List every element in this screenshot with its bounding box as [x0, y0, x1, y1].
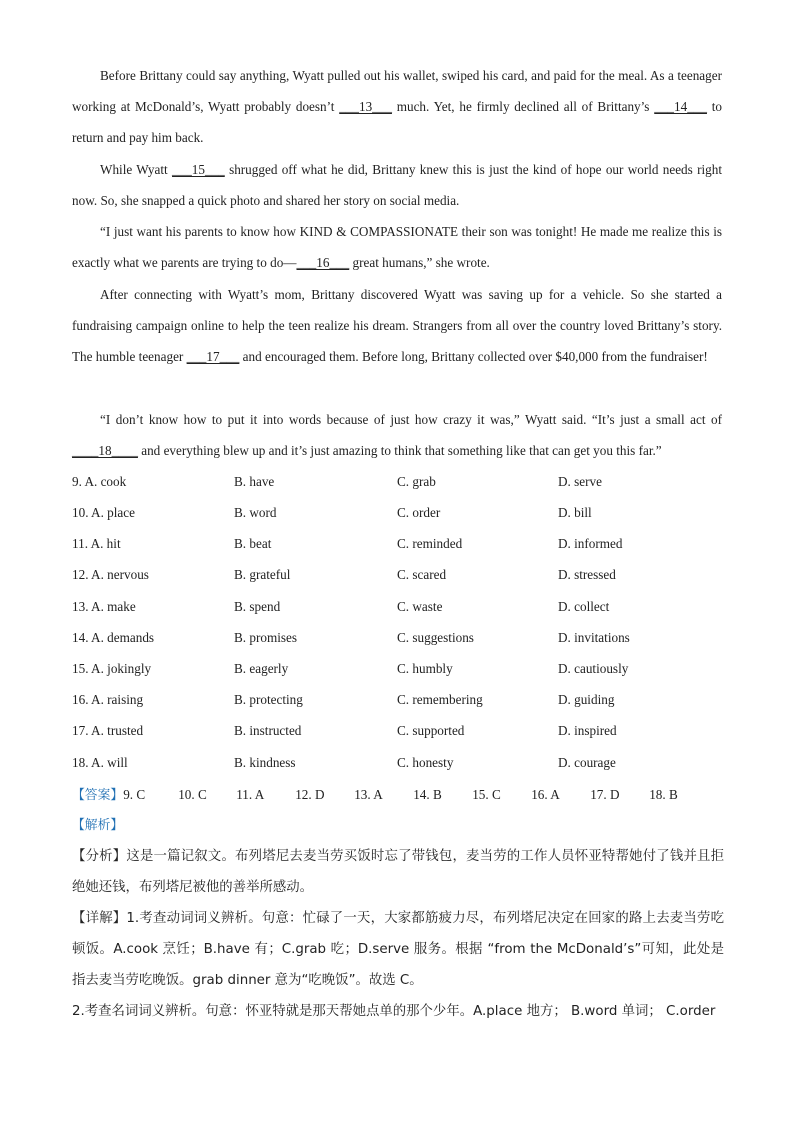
option-b: B. protecting	[234, 692, 303, 707]
answer-13: 13. A	[354, 787, 383, 802]
answer-12: 12. D	[295, 787, 325, 802]
option-c: C. remembering	[397, 692, 483, 707]
option-b: B. kindness	[234, 755, 296, 770]
options-q9	[72, 466, 722, 497]
option-b: B. grateful	[234, 567, 291, 582]
option-d: D. guiding	[558, 692, 615, 707]
passage-paragraph-3: “I just want his parents to know how KIND & COMPASSIONATE their son was tonight! He made me realize this is exactly what we parents are trying to do—___16___ great humans,” she wrote.	[72, 224, 722, 270]
answer-key	[72, 779, 678, 811]
option-c: C. order	[397, 505, 441, 520]
answer-15: 15. C	[472, 787, 501, 802]
options-q14	[72, 622, 722, 653]
answer-18: 18. B	[649, 787, 678, 802]
option-a: 17. A. trusted	[72, 723, 144, 738]
answer-14: 14. B	[413, 787, 442, 802]
option-a: 14. A. demands	[72, 630, 155, 645]
options-q11	[72, 528, 722, 559]
option-d: D. courage	[558, 755, 616, 770]
option-b: B. promises	[234, 630, 298, 645]
option-a: 10. A. place	[72, 505, 135, 520]
blank-14: ___14___	[654, 99, 707, 114]
passage-paragraph-2: While Wyatt ___15___ shrugged off what he did, Brittany knew this is just the kind of hope our world needs right now. So, she snapped a quick photo and shared her story on social media.	[72, 162, 722, 208]
analysis-detail-2: 2.考查名词词义辨析。句意：怀亚特就是那天帮她点单的那个少年。A.place 地方； B.word 单词； C.order	[72, 1004, 716, 1019]
option-c: C. scared	[397, 567, 447, 582]
option-d: D. serve	[558, 474, 602, 489]
options-q10	[72, 497, 722, 528]
option-c: C. humbly	[397, 661, 453, 676]
option-a: 13. A. make	[72, 599, 136, 614]
option-a: 16. A. raising	[72, 692, 144, 707]
option-b: B. instructed	[234, 723, 302, 738]
answer-17: 17. D	[590, 787, 620, 802]
option-a: 12. A. nervous	[72, 567, 149, 582]
option-a: 11. A. hit	[72, 536, 121, 551]
passage-paragraph-4: After connecting with Wyatt’s mom, Brittany discovered Wyatt was saving up for a vehicle. So she started a fundraising campaign online to help the teen realize his dream. Strangers from all over the country loved Brittany’s story. The humble teenager ___17___ and encouraged them. Before long, Brittany collected over $40,000 from the fundraiser!	[72, 287, 722, 364]
option-b: B. beat	[234, 536, 272, 551]
options-q12	[72, 559, 722, 590]
answer-16: 16. A	[531, 787, 560, 802]
option-c: C. suggestions	[397, 630, 474, 645]
option-d: D. cautiously	[558, 661, 629, 676]
options-q15	[72, 653, 722, 684]
option-c: C. grab	[397, 474, 436, 489]
option-b: B. eagerly	[234, 661, 289, 676]
option-b: B. spend	[234, 599, 281, 614]
option-a: 15. A. jokingly	[72, 661, 152, 676]
option-d: D. invitations	[558, 630, 630, 645]
option-c: C. reminded	[397, 536, 463, 551]
option-c: C. supported	[397, 723, 465, 738]
option-a: 18. A. will	[72, 755, 128, 770]
option-d: D. bill	[558, 505, 592, 520]
passage-paragraph-1: Before Brittany could say anything, Wyatt pulled out his wallet, swiped his card, and paid for the meal. As a teenager working at McDonald’s, Wyatt probably doesn’t ___13___ much. Yet, he firmly declined all of Brittany’s ___14___ to return and pay him back.	[72, 68, 722, 145]
analysis-detail-1: 【详解】1.考查动词词义辨析。句意：忙碌了一天，大家都筋疲力尽，布列塔尼决定在回家的路上去麦当劳吃顿饭。A.cook 烹饪；B.have 有；C.grab 吃；D.serve 服务。根据 “from the McDonald’s”可知，此处是指去麦当劳吃晚饭。grab dinner 意为“吃晚饭”。故选 C。	[72, 911, 724, 988]
blank-18: ____18____	[72, 443, 138, 458]
options-q16	[72, 684, 722, 715]
option-d: D. informed	[558, 536, 623, 551]
option-c: C. waste	[397, 599, 443, 614]
answer-11: 11. A	[236, 787, 265, 802]
option-d: D. inspired	[558, 723, 617, 738]
option-b: B. have	[234, 474, 275, 489]
answer-9: 9. C	[123, 787, 146, 802]
option-d: D. collect	[558, 599, 610, 614]
blank-15: ___15___	[172, 162, 225, 177]
options-q18	[72, 747, 722, 778]
option-b: B. word	[234, 505, 277, 520]
passage-paragraph-5: “I don’t know how to put it into words because of just how crazy it was,” Wyatt said. “It’s just a small act of ____18____ and everything blew up and it’s just amazing to think that something like that can get you this far.”	[72, 412, 722, 458]
options-q17	[72, 715, 722, 746]
options-q13	[72, 591, 722, 622]
analysis-heading: 【解析】	[72, 818, 124, 833]
option-c: C. honesty	[397, 755, 454, 770]
option-a: 9. A. cook	[72, 474, 127, 489]
answer-10: 10. C	[178, 787, 207, 802]
blank-17: ___17___	[186, 349, 240, 364]
blank-16: ___16___	[296, 255, 350, 270]
option-d: D. stressed	[558, 567, 616, 582]
answer-tag: 【答案】	[72, 788, 124, 803]
analysis-summary: 【分析】这是一篇记叙文。布列塔尼去麦当劳买饭时忘了带钱包，麦当劳的工作人员怀亚特帮她付了钱并且拒绝她还钱，布列塔尼被他的善举所感动。	[72, 849, 725, 895]
blank-13: ___13___	[339, 99, 392, 114]
